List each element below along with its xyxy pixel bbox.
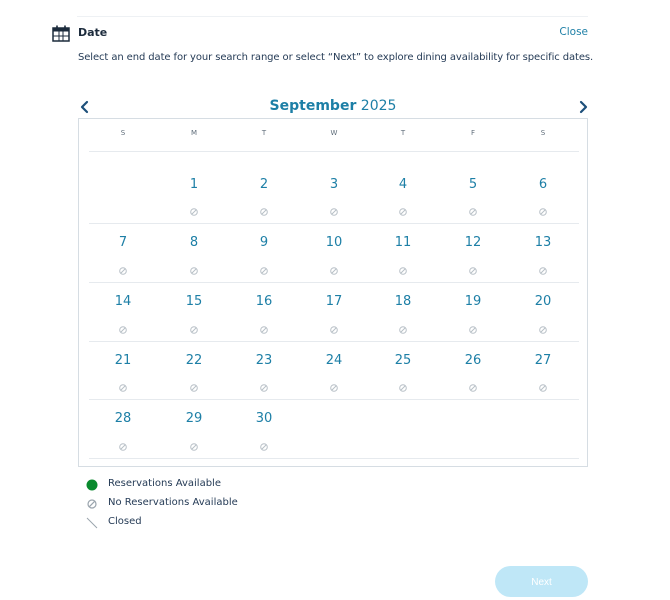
no-reservations-icon [189, 266, 199, 276]
calendar-day[interactable]: 23 [255, 353, 273, 368]
month-year: 2025 [360, 98, 397, 114]
no-reservations-icon [259, 207, 269, 217]
week-divider [89, 399, 579, 400]
week-divider [89, 223, 579, 224]
weekday-header: S [540, 129, 546, 137]
calendar-day[interactable]: 16 [255, 294, 273, 309]
no-reservations-icon [329, 325, 339, 335]
week-divider [89, 282, 579, 283]
no-reservations-icon [329, 207, 339, 217]
no-reservations-icon [538, 325, 548, 335]
no-reservations-icon [468, 207, 478, 217]
no-reservations-icon [329, 383, 339, 393]
no-reservations-icon [189, 442, 199, 452]
no-reservations-icon [538, 266, 548, 276]
available-dot-icon [86, 479, 98, 491]
no-reservations-icon [398, 383, 408, 393]
no-reservations-icon [468, 325, 478, 335]
no-reservations-icon [468, 383, 478, 393]
no-reservations-icon [398, 325, 408, 335]
calendar-day[interactable]: 22 [185, 353, 203, 368]
no-reservations-icon [259, 383, 269, 393]
weekday-header: S [120, 129, 126, 137]
calendar-day[interactable]: 20 [534, 294, 552, 309]
legend-available-label: Reservations Available [108, 478, 221, 489]
calendar-day[interactable]: 3 [329, 177, 339, 192]
no-reservations-icon [118, 383, 128, 393]
calendar-day[interactable]: 9 [259, 235, 269, 250]
next-month-button[interactable] [576, 100, 590, 114]
weekday-header: M [190, 129, 198, 137]
weekday-header: T [400, 129, 406, 137]
next-button[interactable]: Next [495, 566, 588, 597]
calendar-day[interactable]: 10 [325, 235, 343, 250]
calendar-day[interactable]: 30 [255, 411, 273, 426]
no-reservations-icon [118, 442, 128, 452]
no-reservations-icon [538, 207, 548, 217]
no-reservations-icon [118, 266, 128, 276]
no-reservations-icon [259, 266, 269, 276]
calendar-day[interactable]: 1 [189, 177, 199, 192]
calendar-day[interactable]: 7 [118, 235, 128, 250]
weekday-header: T [261, 129, 267, 137]
calendar-day[interactable]: 26 [464, 353, 482, 368]
no-reservations-icon [398, 266, 408, 276]
calendar-day[interactable]: 17 [325, 294, 343, 309]
calendar-day[interactable]: 25 [394, 353, 412, 368]
instruction-text: Select an end date for your search range or select “Next” to explore dining availability for specific dates. [78, 52, 594, 63]
closed-slash-icon [86, 517, 98, 529]
weekday-header: W [330, 129, 338, 137]
calendar-day[interactable]: 6 [538, 177, 548, 192]
month-title [78, 98, 588, 114]
calendar-day[interactable]: 8 [189, 235, 199, 250]
no-reservations-icon [86, 498, 98, 510]
calendar-grid [78, 118, 588, 467]
calendar-day[interactable]: 24 [325, 353, 343, 368]
calendar-day[interactable]: 13 [534, 235, 552, 250]
calendar-day[interactable]: 27 [534, 353, 552, 368]
no-reservations-icon [259, 442, 269, 452]
calendar-day[interactable]: 11 [394, 235, 412, 250]
calendar-day[interactable]: 4 [398, 177, 408, 192]
no-reservations-icon [329, 266, 339, 276]
weekday-header: F [470, 129, 476, 137]
no-reservations-icon [538, 383, 548, 393]
legend-unavailable-label: No Reservations Available [108, 497, 238, 508]
legend-closed-label: Closed [108, 516, 142, 527]
calendar-day[interactable]: 5 [468, 177, 478, 192]
no-reservations-icon [189, 207, 199, 217]
calendar-day[interactable]: 12 [464, 235, 482, 250]
calendar-icon [52, 25, 70, 42]
calendar-day[interactable]: 14 [114, 294, 132, 309]
calendar-day[interactable]: 21 [114, 353, 132, 368]
no-reservations-icon [189, 383, 199, 393]
calendar-day[interactable]: 18 [394, 294, 412, 309]
no-reservations-icon [259, 325, 269, 335]
dialog-title: Date [78, 26, 108, 39]
week-divider [89, 151, 579, 152]
calendar-day[interactable]: 2 [259, 177, 269, 192]
top-divider [77, 16, 588, 17]
calendar-day[interactable]: 29 [185, 411, 203, 426]
no-reservations-icon [398, 207, 408, 217]
calendar-day[interactable]: 19 [464, 294, 482, 309]
no-reservations-icon [118, 325, 128, 335]
close-button[interactable]: Close [559, 26, 588, 38]
calendar-day[interactable]: 15 [185, 294, 203, 309]
week-divider [89, 458, 579, 459]
month-name: September [269, 98, 357, 114]
no-reservations-icon [468, 266, 478, 276]
no-reservations-icon [189, 325, 199, 335]
week-divider [89, 341, 579, 342]
calendar-day[interactable]: 28 [114, 411, 132, 426]
